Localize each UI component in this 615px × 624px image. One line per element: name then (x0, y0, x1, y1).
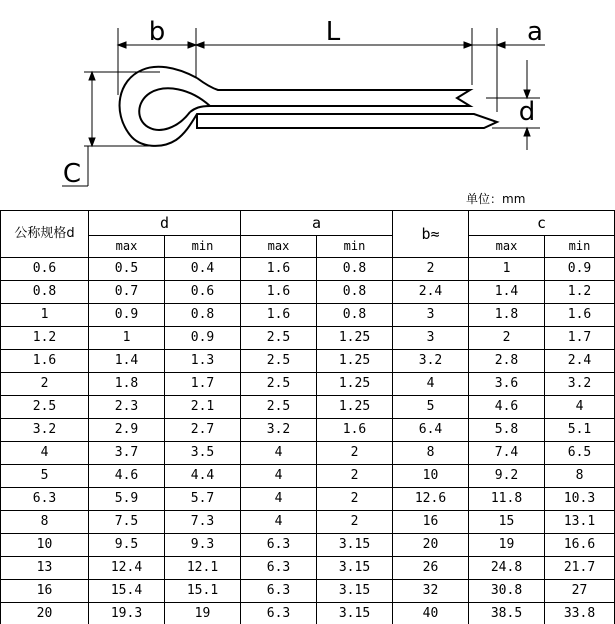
a-min-cell: 2 (317, 442, 393, 465)
dimension-labels (63, 17, 543, 189)
d-min-cell: 19 (165, 603, 241, 624)
spec-cell: 1.2 (1, 327, 89, 350)
a-max-cell: 2.5 (241, 350, 317, 373)
c-max-cell: 7.4 (469, 442, 545, 465)
d-max-cell: 7.5 (89, 511, 165, 534)
table-row (1, 304, 615, 327)
d-max-cell: 1.4 (89, 350, 165, 373)
a-min-cell: 0.8 (317, 258, 393, 281)
c-min-cell: 1.6 (545, 304, 615, 327)
b-cell: 2.4 (393, 281, 469, 304)
spec-cell: 10 (1, 534, 89, 557)
c-min-cell: 16.6 (545, 534, 615, 557)
d-min-cell: 4.4 (165, 465, 241, 488)
a-min-cell: 0.8 (317, 304, 393, 327)
c-min-cell: 8 (545, 465, 615, 488)
label-d: d (518, 97, 536, 127)
group-d-header: d (89, 211, 241, 236)
b-cell: 2 (393, 258, 469, 281)
b-cell: 20 (393, 534, 469, 557)
b-cell: 3 (393, 327, 469, 350)
a-max-cell: 4 (241, 511, 317, 534)
a-min-cell: 2 (317, 465, 393, 488)
c-max-cell: 1.8 (469, 304, 545, 327)
d-max-cell: 19.3 (89, 603, 165, 624)
b-cell: 3.2 (393, 350, 469, 373)
d-max-header: max (89, 236, 165, 258)
d-min-cell: 1.7 (165, 373, 241, 396)
a-min-cell: 2 (317, 511, 393, 534)
c-min-cell: 1.2 (545, 281, 615, 304)
table-row (1, 465, 615, 488)
a-max-cell: 2.5 (241, 373, 317, 396)
a-min-cell: 3.15 (317, 580, 393, 603)
table-row (1, 327, 615, 350)
spec-table (0, 210, 615, 624)
table-row (1, 534, 615, 557)
c-max-cell: 9.2 (469, 465, 545, 488)
spec-cell: 4 (1, 442, 89, 465)
a-min-cell: 1.25 (317, 350, 393, 373)
d-min-cell: 15.1 (165, 580, 241, 603)
a-max-cell: 4 (241, 465, 317, 488)
c-min-cell: 1.7 (545, 327, 615, 350)
c-max-cell: 11.8 (469, 488, 545, 511)
table-row (1, 580, 615, 603)
spec-header: 公称规格d (1, 211, 89, 258)
table-row (1, 258, 615, 281)
a-min-cell: 3.15 (317, 603, 393, 624)
b-cell: 4 (393, 373, 469, 396)
group-a-header: a (241, 211, 393, 236)
d-min-cell: 0.4 (165, 258, 241, 281)
spec-cell: 2.5 (1, 396, 89, 419)
a-min-cell: 1.6 (317, 419, 393, 442)
spec-cell: 0.8 (1, 281, 89, 304)
a-max-cell: 1.6 (241, 281, 317, 304)
pin-outline (120, 67, 497, 146)
c-min-cell: 13.1 (545, 511, 615, 534)
b-cell: 32 (393, 580, 469, 603)
d-max-cell: 15.4 (89, 580, 165, 603)
a-max-cell: 4 (241, 442, 317, 465)
c-min-cell: 33.8 (545, 603, 615, 624)
d-min-header: min (165, 236, 241, 258)
a-max-cell: 1.6 (241, 258, 317, 281)
a-min-cell: 1.25 (317, 396, 393, 419)
spec-cell: 5 (1, 465, 89, 488)
table-row (1, 442, 615, 465)
table-row (1, 350, 615, 373)
b-cell: 26 (393, 557, 469, 580)
a-min-cell: 2 (317, 488, 393, 511)
c-min-header: min (545, 236, 615, 258)
spec-cell: 13 (1, 557, 89, 580)
d-min-cell: 9.3 (165, 534, 241, 557)
a-min-cell: 1.25 (317, 373, 393, 396)
c-min-cell: 2.4 (545, 350, 615, 373)
c-min-cell: 0.9 (545, 258, 615, 281)
c-max-cell: 1.4 (469, 281, 545, 304)
d-min-cell: 0.9 (165, 327, 241, 350)
table-row (1, 373, 615, 396)
c-max-cell: 5.8 (469, 419, 545, 442)
c-max-cell: 15 (469, 511, 545, 534)
c-max-cell: 2 (469, 327, 545, 350)
a-max-cell: 6.3 (241, 603, 317, 624)
cotter-pin-drawing (0, 0, 615, 205)
a-max-cell: 2.5 (241, 327, 317, 350)
b-cell: 12.6 (393, 488, 469, 511)
table-row (1, 488, 615, 511)
d-max-cell: 1.8 (89, 373, 165, 396)
a-max-cell: 6.3 (241, 557, 317, 580)
label-b: b (148, 17, 166, 47)
b-cell: 5 (393, 396, 469, 419)
c-max-cell: 30.8 (469, 580, 545, 603)
table-row (1, 511, 615, 534)
d-min-cell: 5.7 (165, 488, 241, 511)
table-row (1, 603, 615, 624)
c-min-cell: 5.1 (545, 419, 615, 442)
label-L: L (325, 17, 341, 47)
d-max-cell: 9.5 (89, 534, 165, 557)
spec-cell: 6.3 (1, 488, 89, 511)
d-min-cell: 0.6 (165, 281, 241, 304)
unit-label: 单位：mm (466, 192, 526, 206)
a-max-cell: 2.5 (241, 396, 317, 419)
c-max-header: max (469, 236, 545, 258)
spec-cell: 1 (1, 304, 89, 327)
c-min-cell: 21.7 (545, 557, 615, 580)
c-max-cell: 1 (469, 258, 545, 281)
d-min-cell: 12.1 (165, 557, 241, 580)
spec-cell: 8 (1, 511, 89, 534)
a-min-header: min (317, 236, 393, 258)
c-min-cell: 6.5 (545, 442, 615, 465)
a-min-cell: 3.15 (317, 534, 393, 557)
a-max-cell: 6.3 (241, 534, 317, 557)
d-max-cell: 0.5 (89, 258, 165, 281)
d-max-cell: 4.6 (89, 465, 165, 488)
spec-cell: 1.6 (1, 350, 89, 373)
spec-cell: 20 (1, 603, 89, 624)
a-max-cell: 6.3 (241, 580, 317, 603)
d-max-cell: 0.9 (89, 304, 165, 327)
d-min-cell: 2.1 (165, 396, 241, 419)
table-body (1, 258, 615, 624)
d-max-cell: 12.4 (89, 557, 165, 580)
d-min-cell: 7.3 (165, 511, 241, 534)
d-min-cell: 2.7 (165, 419, 241, 442)
c-max-cell: 19 (469, 534, 545, 557)
a-max-header: max (241, 236, 317, 258)
d-min-cell: 1.3 (165, 350, 241, 373)
d-max-cell: 2.3 (89, 396, 165, 419)
spec-cell: 0.6 (1, 258, 89, 281)
table-row (1, 396, 615, 419)
b-cell: 16 (393, 511, 469, 534)
a-max-cell: 3.2 (241, 419, 317, 442)
c-max-cell: 24.8 (469, 557, 545, 580)
d-max-cell: 3.7 (89, 442, 165, 465)
b-cell: 40 (393, 603, 469, 624)
b-cell: 3 (393, 304, 469, 327)
c-max-cell: 38.5 (469, 603, 545, 624)
c-max-cell: 4.6 (469, 396, 545, 419)
b-cell: 6.4 (393, 419, 469, 442)
d-min-cell: 0.8 (165, 304, 241, 327)
label-a: a (527, 17, 543, 47)
spec-cell: 3.2 (1, 419, 89, 442)
c-min-cell: 10.3 (545, 488, 615, 511)
a-min-cell: 3.15 (317, 557, 393, 580)
c-max-cell: 2.8 (469, 350, 545, 373)
c-min-cell: 27 (545, 580, 615, 603)
a-min-cell: 0.8 (317, 281, 393, 304)
c-min-cell: 3.2 (545, 373, 615, 396)
b-cell: 10 (393, 465, 469, 488)
d-min-cell: 3.5 (165, 442, 241, 465)
table-row (1, 557, 615, 580)
b-cell: 8 (393, 442, 469, 465)
d-max-cell: 0.7 (89, 281, 165, 304)
group-c-header: c (469, 211, 615, 236)
d-max-cell: 5.9 (89, 488, 165, 511)
table-row (1, 419, 615, 442)
group-b-header: b≈ (393, 211, 469, 258)
c-max-cell: 3.6 (469, 373, 545, 396)
d-max-cell: 1 (89, 327, 165, 350)
spec-cell: 16 (1, 580, 89, 603)
spec-cell: 2 (1, 373, 89, 396)
a-max-cell: 1.6 (241, 304, 317, 327)
label-c: C (62, 159, 82, 189)
a-min-cell: 1.25 (317, 327, 393, 350)
table-row (1, 281, 615, 304)
d-max-cell: 2.9 (89, 419, 165, 442)
c-min-cell: 4 (545, 396, 615, 419)
a-max-cell: 4 (241, 488, 317, 511)
